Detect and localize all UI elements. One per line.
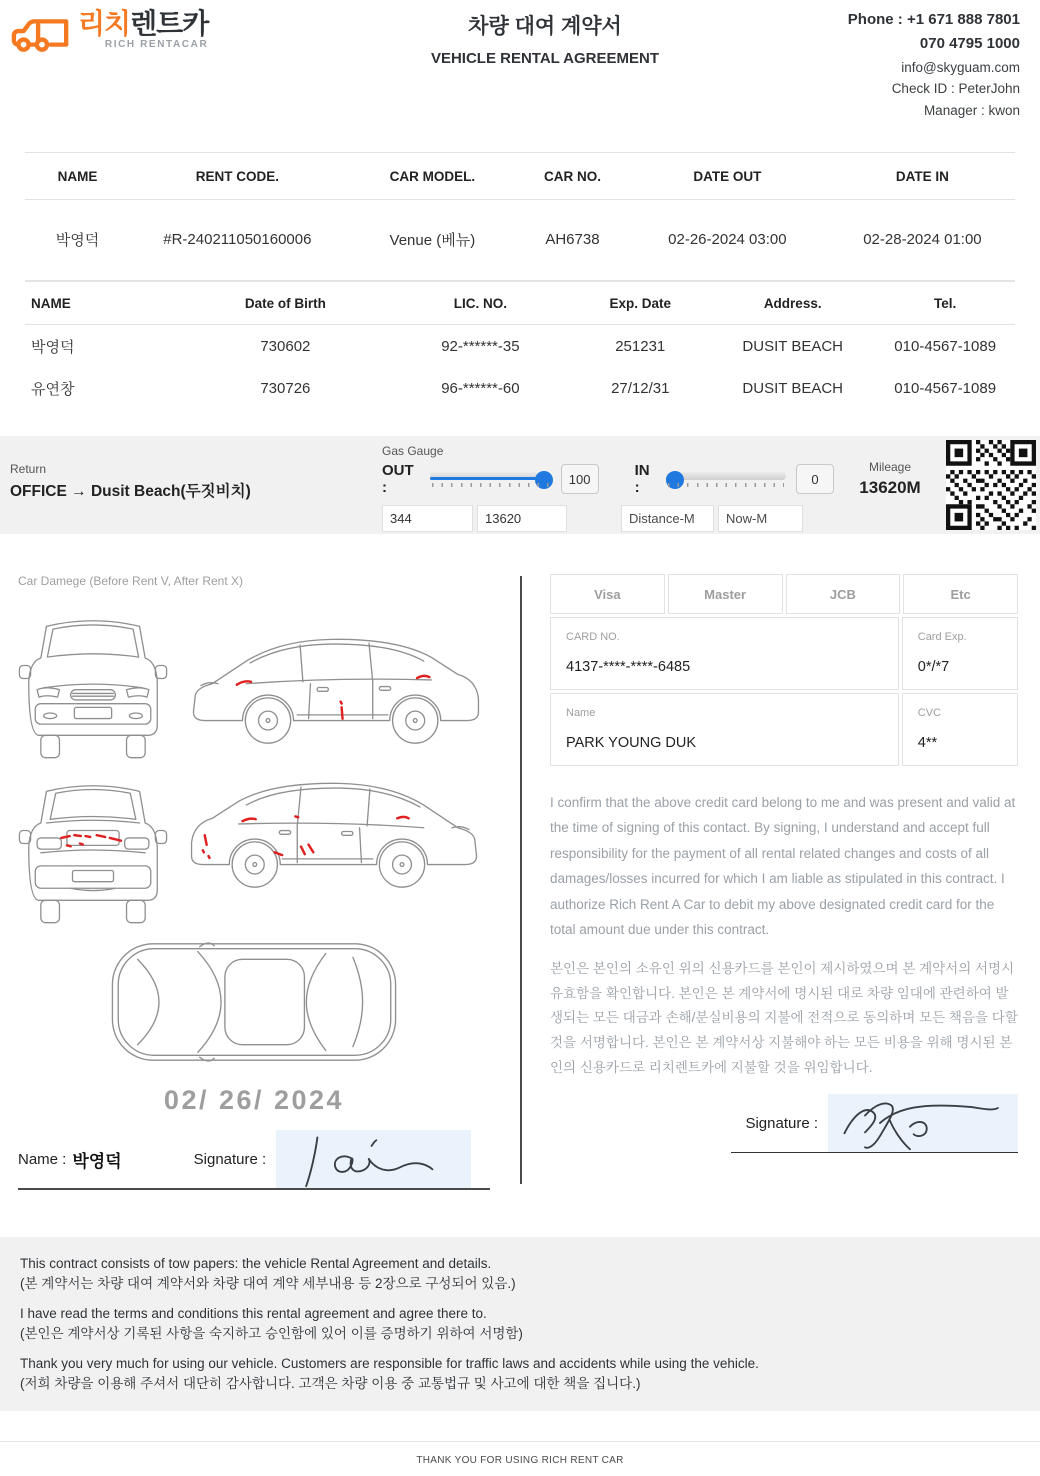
email: info@skyguam.com	[901, 59, 1020, 75]
card-exp-value: 0*/*7	[917, 659, 950, 675]
mileage-value: 13620M	[859, 478, 921, 497]
driver-row	[25, 367, 1015, 409]
cardholder-signature-pad[interactable]	[828, 1094, 1018, 1152]
col-driver-name: NAME	[25, 282, 180, 325]
date-out: 02-26-2024 03:00	[668, 231, 787, 248]
gas-out-slider[interactable]	[430, 468, 550, 490]
return-block	[10, 440, 382, 530]
terms-block	[0, 1237, 1040, 1411]
contact-info	[770, 8, 1020, 152]
col-dob: Date of Birth	[180, 282, 390, 325]
card-exp-label: Card Exp.	[917, 631, 967, 643]
return-route: OFFICE → Dusit Beach(두짓비치)	[10, 483, 251, 500]
driver1-exp: 251231	[615, 338, 666, 355]
damage-title: Car Damege (Before Rent V, After Rent X)	[18, 574, 243, 588]
logo-wordmark: 리치렌트카	[78, 8, 209, 39]
col-lic-no: LIC. NO.	[390, 282, 570, 325]
renter-name: 박영덕	[55, 232, 100, 249]
out-mileage-input[interactable]	[477, 505, 567, 532]
driver1-tel: 010-4567-1089	[894, 338, 997, 355]
gas-gauge-block	[382, 440, 834, 530]
driver2-dob: 730726	[260, 380, 311, 397]
car-front-view-diagram[interactable]	[18, 604, 168, 767]
gas-in-slider[interactable]	[666, 468, 786, 490]
driver1-lic: 92-******-35	[441, 338, 520, 355]
car-rear-view-diagram[interactable]	[18, 769, 168, 932]
slider-ticks	[668, 483, 784, 487]
gas-in-value[interactable]: 0	[796, 464, 834, 494]
col-date-out: DATE OUT	[625, 153, 830, 200]
card-holder-label: Name	[566, 707, 596, 719]
qr-code	[946, 440, 1036, 530]
card-number-cell	[550, 617, 899, 690]
rent-code: #R-240211050160006	[163, 231, 312, 248]
card-type-master[interactable]: Master	[668, 574, 783, 614]
gauge-out-label: OUT :	[382, 462, 414, 496]
mileage-label: Mileage	[868, 460, 912, 474]
term-3-english: Thank you very much for using our vehicle. Customers are responsible for traffic laws and accidents while using the vehicle.	[20, 1356, 759, 1372]
status-bar	[0, 436, 1040, 534]
rental-table-header-row	[25, 153, 1015, 200]
card-type-etc[interactable]: Etc	[903, 574, 1018, 614]
card-number-value: 4137-****-****-6485	[566, 659, 691, 675]
col-car-model: CAR MODEL.	[345, 153, 520, 200]
col-car-no: CAR NO.	[520, 153, 625, 200]
in-mileage-input[interactable]	[718, 505, 803, 532]
footer-note: THANK YOU FOR USING RICH RENT CAR	[416, 1455, 624, 1467]
col-name: NAME	[25, 153, 130, 200]
card-cvc-value: 4**	[917, 735, 938, 751]
signature-label: Signature :	[193, 1150, 267, 1168]
col-exp-date: Exp. Date	[570, 282, 710, 325]
renter-name-label: Name :	[18, 1150, 67, 1168]
card-cvc-cell	[902, 693, 1018, 766]
driver2-address: DUSIT BEACH	[742, 380, 843, 397]
gas-out-value[interactable]: 100	[561, 464, 599, 494]
col-rent-code: RENT CODE.	[130, 153, 345, 200]
car-right-side-view-diagram[interactable]	[184, 625, 486, 767]
driver-row	[25, 325, 1015, 368]
manager: Manager : kwon	[923, 103, 1020, 119]
driver2-lic: 96-******-60	[441, 380, 520, 397]
logo-subtitle: RICH RENTACAR	[104, 39, 209, 50]
card-type-tabs	[550, 574, 1018, 614]
check-id: Check ID : PeterJohn	[891, 81, 1020, 97]
rental-table-row	[25, 200, 1015, 281]
driver2-name: 유연창	[31, 381, 75, 398]
footer	[0, 1441, 1040, 1476]
card-exp-cell	[902, 617, 1018, 690]
car-damage-section	[18, 574, 490, 1190]
car-left-side-view-diagram[interactable]	[184, 769, 486, 911]
title-english: VEHICLE RENTAL AGREEMENT	[430, 50, 660, 67]
rental-summary-table	[25, 152, 1015, 281]
confirmation-text-korean: 본인은 본인의 소유인 위의 신용카드를 본인이 제시하였으며 본 계약서의 서명시 유효함을 확인합니다. 본인은 본 계약서에 명시된 대로 차량 임대에 관련하여 발생되는 모든 대금과 손해/분실비용의 지불에 전적으로 동의하며 모든 책음을 다할 것을 서명합니다. 본인은 본 계약서상 지불해야 하는 모든 비용을 위해 명시된 본인의 신용카드로 리치렌트카에 지불할 것을 위임합니다.	[550, 961, 1018, 1075]
renter-signature-pad[interactable]	[276, 1130, 471, 1188]
term-3-korean: (저희 차량을 이용해 주셔서 대단히 감사합니다. 고객은 차량 이용 중 교통법규 및 사고에 대한 책을 집니다.)	[20, 1375, 641, 1391]
driver1-name: 박영덕	[31, 339, 75, 356]
in-distance-input[interactable]	[621, 505, 714, 532]
driver2-exp: 27/12/31	[611, 380, 670, 397]
mileage-block	[834, 440, 946, 530]
driver-table	[25, 281, 1015, 423]
card-number-label: CARD NO.	[566, 631, 620, 643]
logo-truck-icon	[10, 10, 72, 56]
out-distance-input[interactable]	[382, 505, 473, 532]
card-cvc-label: CVC	[917, 707, 941, 719]
car-model: Venue (베뉴)	[389, 232, 476, 249]
col-tel: Tel.	[875, 282, 1015, 325]
driver1-dob: 730602	[260, 338, 311, 355]
title-korean: 차량 대여 계약서	[468, 15, 622, 38]
confirmation-text-english: I confirm that the above credit card belong to me and was present and valid at the time of signing of this contact. By signing, I understand and accept full responsibility for the payment of all rental related changes and costs of all damages/losses incurred for which I am liable as stipulated in this contract. I authorize Rich Rent A Car to debit my above designated credit card for the total amount due under this contract.	[550, 795, 1016, 937]
cardholder-signature-label: Signature :	[745, 1114, 818, 1132]
renter-signature	[276, 1130, 471, 1188]
term-1-english: This contract consists of tow papers: the vehicle Rental Agreement and details.	[20, 1256, 492, 1271]
col-date-in: DATE IN	[830, 153, 1015, 200]
driver-table-header-row	[25, 282, 1015, 325]
term-2-english: I have read the terms and conditions this rental agreement and agree there to.	[20, 1306, 487, 1322]
gauge-in-label: IN :	[634, 462, 650, 496]
damage-check-date: 02/ 26/ 2024	[163, 1085, 345, 1115]
col-address: Address.	[710, 282, 875, 325]
cardholder-signature	[828, 1094, 1018, 1152]
term-2-korean: (본인은 계약서상 기록된 사항을 숙지하고 승인함에 있어 이를 증명하기 위하여 서명함)	[20, 1325, 523, 1341]
company-logo	[10, 8, 320, 152]
car-top-view-diagram[interactable]	[108, 938, 400, 1066]
slider-ticks	[432, 483, 548, 487]
driver1-address: DUSIT BEACH	[742, 338, 843, 355]
header	[0, 0, 1040, 152]
section-divider	[520, 576, 522, 1184]
card-holder-cell	[550, 693, 899, 766]
gas-gauge-label: Gas Gauge	[382, 444, 444, 458]
card-type-jcb[interactable]: JCB	[786, 574, 901, 614]
document-title	[320, 8, 770, 152]
return-label: Return	[10, 462, 47, 476]
term-1-korean: (본 계약서는 차량 대여 계약서와 차량 대여 계약 세부내용 등 2장으로 구성되어 있음.)	[20, 1275, 516, 1291]
driver2-tel: 010-4567-1089	[894, 380, 997, 397]
date-in: 02-28-2024 01:00	[863, 231, 982, 248]
renter-name-value: 박영덕	[72, 1151, 122, 1171]
card-type-visa[interactable]: Visa	[550, 574, 665, 614]
payment-section	[550, 574, 1018, 1190]
phone-secondary: 070 4795 1000	[919, 35, 1020, 53]
card-holder-value: PARK YOUNG DUK	[566, 735, 696, 751]
car-no: AH6738	[545, 231, 600, 248]
phone-primary: Phone : +1 671 888 7801	[847, 11, 1020, 28]
